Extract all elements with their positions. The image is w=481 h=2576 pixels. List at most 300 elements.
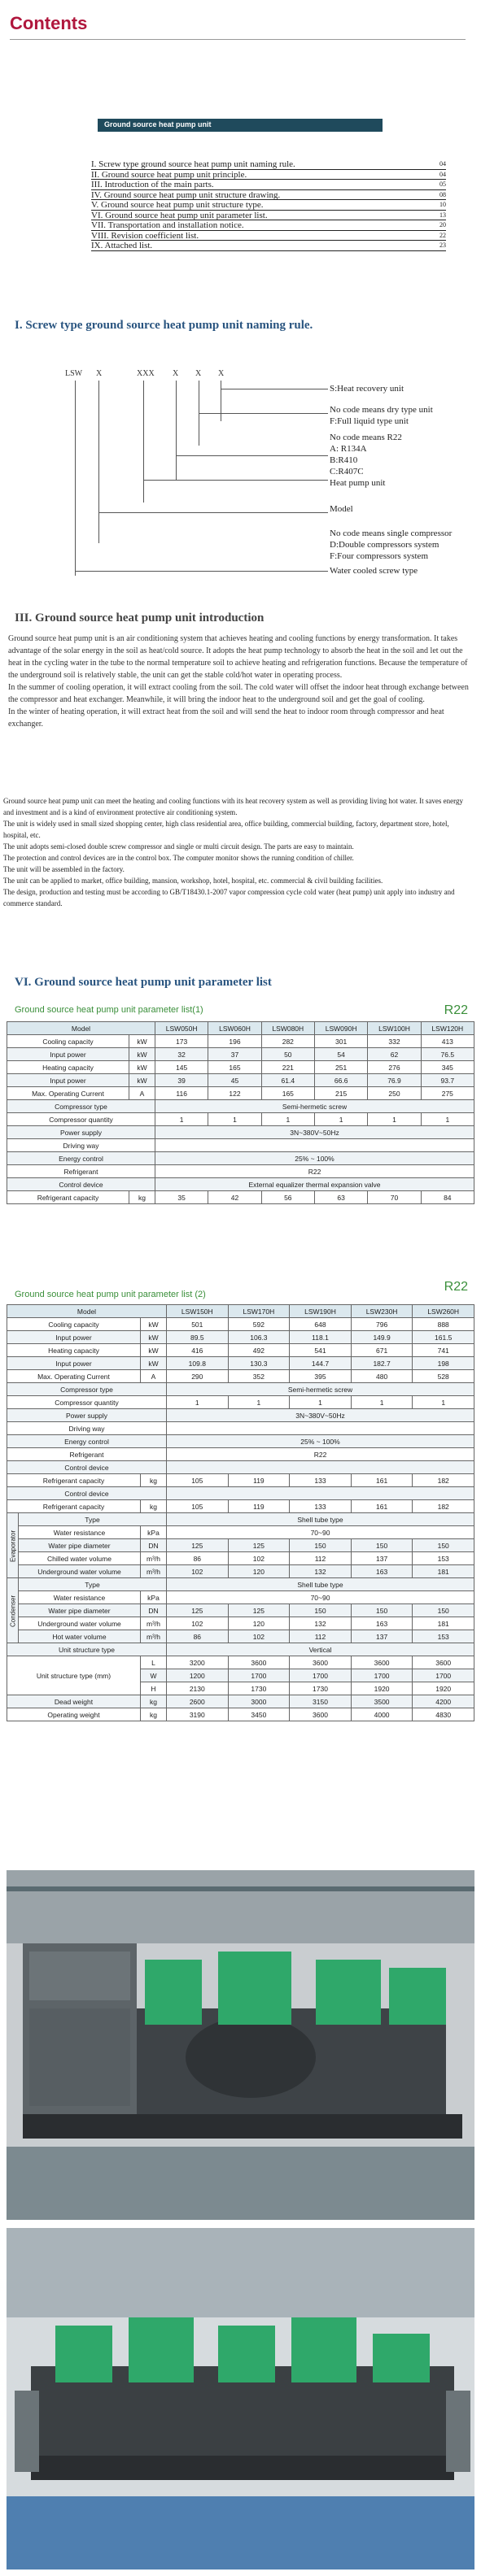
table-cell: 102: [167, 1617, 229, 1630]
unit-photo-1: [7, 1870, 474, 2220]
row-label: Driving way: [7, 1139, 155, 1152]
row-label: Hot water volume: [19, 1630, 141, 1643]
table-row: [7, 1331, 474, 1344]
row-unit: kW: [141, 1357, 167, 1370]
table-cell: 150: [413, 1539, 474, 1552]
row-label: Compressor quantity: [7, 1396, 167, 1409]
toc-item[interactable]: [91, 180, 446, 190]
table-row: [7, 1087, 474, 1100]
table-cell: 161: [351, 1474, 413, 1487]
table-row: [7, 1526, 474, 1539]
table-cell: 276: [368, 1061, 421, 1074]
row-label: Compressor quantity: [7, 1113, 155, 1126]
col-model-name: LSW120H: [421, 1022, 474, 1035]
col-model-name: LSW230H: [351, 1305, 413, 1318]
toc-item-label: II. Ground source heat pump unit principle.: [91, 169, 247, 180]
table-cell: 76.5: [421, 1048, 474, 1061]
table-cell: 541: [290, 1344, 352, 1357]
row-unit: H: [141, 1682, 167, 1695]
table-cell: 37: [208, 1048, 261, 1061]
row-label: Underground water volume: [19, 1565, 141, 1578]
table-cell: 221: [261, 1061, 314, 1074]
table-cell: 198: [413, 1357, 474, 1370]
row-label: Cooling capacity: [7, 1318, 141, 1331]
row-unit: kPa: [141, 1591, 167, 1604]
table-cell: 89.5: [167, 1331, 229, 1344]
table-cell: [155, 1139, 474, 1152]
toc-item[interactable]: [91, 220, 446, 231]
table-cell: 741: [413, 1344, 474, 1357]
table-cell: 1200: [167, 1669, 229, 1682]
row-label: Control device: [7, 1487, 167, 1500]
toc-item-label: V. Ground source heat pump unit structure type.: [91, 200, 264, 210]
table-cell: 163: [351, 1617, 413, 1630]
toc-banner: Ground source heat pump unit: [98, 119, 383, 132]
table-cell: 112: [290, 1552, 352, 1565]
table-cell: 181: [413, 1565, 474, 1578]
table-cell: 648: [290, 1318, 352, 1331]
table-cell: 150: [413, 1604, 474, 1617]
table-cell: 120: [228, 1617, 290, 1630]
row-label: Compressor type: [7, 1100, 155, 1113]
toc-item-page: 22: [439, 231, 446, 239]
table-cell: 3600: [351, 1656, 413, 1669]
table-row: [7, 1500, 474, 1513]
table1-tag: R22: [444, 1003, 468, 1017]
table-cell: 45: [208, 1074, 261, 1087]
col-model: Model: [7, 1022, 155, 1035]
table-cell: 105: [167, 1474, 229, 1487]
table-row: [7, 1630, 474, 1643]
table-cell: 413: [421, 1035, 474, 1048]
toc-item-page: 13: [439, 211, 446, 219]
row-unit: m³/h: [141, 1565, 167, 1578]
table-cell: 1: [413, 1396, 474, 1409]
row-label: Dead weight: [7, 1695, 141, 1708]
table-cell: 888: [413, 1318, 474, 1331]
table-cell: 144.7: [290, 1357, 352, 1370]
row-label: Driving way: [7, 1422, 167, 1435]
row-label: Input power: [7, 1357, 141, 1370]
table-cell: Vertical: [167, 1643, 474, 1656]
row-unit: A: [129, 1087, 155, 1100]
table-cell: 165: [261, 1087, 314, 1100]
table-cell: 3450: [228, 1708, 290, 1721]
toc-item-page: 04: [439, 170, 446, 178]
table-cell: 161: [351, 1500, 413, 1513]
table-cell: 480: [351, 1370, 413, 1383]
code-evaporator: X: [218, 369, 225, 378]
col-model-name: LSW100H: [368, 1022, 421, 1035]
table-cell: External equalizer thermal expansion valve: [155, 1178, 474, 1191]
toc-item-label: IX. Attached list.: [91, 241, 153, 250]
table-row: [7, 1178, 474, 1191]
code-refrigerant: X: [195, 369, 202, 378]
table-cell: 63: [314, 1191, 367, 1204]
table-cell: 3N~380V~50Hz: [167, 1409, 474, 1422]
table-row: [7, 1061, 474, 1074]
table-row: [7, 1191, 474, 1204]
table-row: [7, 1152, 474, 1165]
code-lsw: LSW: [65, 369, 83, 378]
table-cell: 84: [421, 1191, 474, 1204]
toc-item[interactable]: [91, 231, 446, 242]
table-row: [7, 1643, 474, 1656]
row-unit: kg: [141, 1695, 167, 1708]
toc-item-label: I. Screw type ground source heat pump unit naming rule.: [91, 159, 295, 169]
table-cell: 165: [208, 1061, 261, 1074]
toc-item-label: VI. Ground source heat pump unit parameter list.: [91, 210, 268, 220]
table-cell: 132: [290, 1565, 352, 1578]
row-unit: m³/h: [141, 1552, 167, 1565]
table-cell: 93.7: [421, 1074, 474, 1087]
table-cell: Shell tube type: [167, 1578, 474, 1591]
table-row: [7, 1035, 474, 1048]
table-cell: 282: [261, 1035, 314, 1048]
table-cell: 125: [167, 1604, 229, 1617]
toc-item-label: VIII. Revision coefficient list.: [91, 230, 199, 241]
toc-item[interactable]: [91, 211, 446, 221]
table-cell: 149.9: [351, 1331, 413, 1344]
table-cell: 4000: [351, 1708, 413, 1721]
row-label: Refrigerant capacity: [7, 1474, 141, 1487]
row-label: Max. Operating Current: [7, 1087, 129, 1100]
table-row: [7, 1695, 474, 1708]
table-cell: 32: [155, 1048, 208, 1061]
row-label: Control device: [7, 1178, 155, 1191]
table-cell: 1: [228, 1396, 290, 1409]
naming-diagram: LSW X XXX X X X S:Heat recovery unit No code means dry type unit F:Full liquid type unit No code means R22 A: R134A B:R410 C:R407C Heat pump unit Model No code means single compressor D:Double compressors system F:Four compressors system Water cooled screw type: [65, 369, 453, 576]
table-cell: 3N~380V~50Hz: [155, 1126, 474, 1139]
table-cell: 86: [167, 1552, 229, 1565]
row-unit: kg: [141, 1708, 167, 1721]
toc-item-page: 04: [439, 160, 446, 168]
table-cell: 250: [368, 1087, 421, 1100]
toc-item[interactable]: [91, 170, 446, 181]
row-label: Type: [19, 1513, 167, 1526]
table-row: [7, 1604, 474, 1617]
table-cell: 25% ~ 100%: [155, 1152, 474, 1165]
table-cell: 1700: [228, 1669, 290, 1682]
table-row: [7, 1552, 474, 1565]
table-cell: 1: [368, 1113, 421, 1126]
row-unit: W: [141, 1669, 167, 1682]
col-model-name: LSW190H: [290, 1305, 352, 1318]
intro-text: Ground source heat pump unit is an air conditioning system that achieves heating and cooling functions by energy transformation. It takes advantage of the solar energy in the soil as heat/cold source. It adopts the heat pump technology to absorb the heat in the soil and let out the heat in the cycling water in the tube to the normal temperature soil to achieve heating and refrigeration functions. Because the temperature of the underground soil is relatively stable, the unit can get the stable cold/hot water in operating process. In the summer of cooling operation, it will extract cooling from the soil. The cold water will offset the indoor heat through exchange between the compressor and heat exchanger. Meanwhile, it will bring the indoor heat to the underground soil and get the goal of cooling. In the winter of heating operation, it will extract heat from the soil and will send the heat to indoor room through compressor and heat exchanger.: [8, 634, 469, 729]
table-cell: 4200: [413, 1695, 474, 1708]
param-table-2: [7, 1304, 474, 1721]
table-cell: 1730: [290, 1682, 352, 1695]
table-cell: 50: [261, 1048, 314, 1061]
table-cell: 3600: [413, 1656, 474, 1669]
row-label: Max. Operating Current: [7, 1370, 141, 1383]
row-label: Energy control: [7, 1152, 155, 1165]
toc-item[interactable]: [91, 190, 446, 201]
row-unit: kW: [129, 1048, 155, 1061]
col-model: Model: [7, 1305, 167, 1318]
toc-item[interactable]: [91, 159, 446, 170]
table-cell: 109.8: [167, 1357, 229, 1370]
toc-item-label: III. Introduction of the main parts.: [91, 180, 214, 189]
toc-item-label: VII. Transportation and installation notice.: [91, 220, 244, 230]
table-cell: Semi-hermetic screw: [167, 1383, 474, 1396]
table-cell: 395: [290, 1370, 352, 1383]
table-row: [7, 1165, 474, 1178]
table-cell: Semi-hermetic screw: [155, 1100, 474, 1113]
table-cell: 1700: [351, 1669, 413, 1682]
row-unit: kW: [141, 1331, 167, 1344]
table-row: [7, 1487, 474, 1500]
row-unit: kW: [129, 1074, 155, 1087]
table-cell: 133: [290, 1474, 352, 1487]
table-cell: 62: [368, 1048, 421, 1061]
table-cell: 153: [413, 1630, 474, 1643]
table-cell: 150: [290, 1604, 352, 1617]
table-cell: 1700: [413, 1669, 474, 1682]
table-cell: 4830: [413, 1708, 474, 1721]
table-cell: 2130: [167, 1682, 229, 1695]
table-row: [7, 1370, 474, 1383]
table-cell: 137: [351, 1552, 413, 1565]
table-cell: 181: [413, 1617, 474, 1630]
row-label: Water resistance: [19, 1591, 141, 1604]
row-label: Unit structure type: [7, 1643, 167, 1656]
table-cell: 345: [421, 1061, 474, 1074]
table-cell: 528: [413, 1370, 474, 1383]
col-model-name: LSW090H: [314, 1022, 367, 1035]
table-cell: 3150: [290, 1695, 352, 1708]
row-label: Underground water volume: [19, 1617, 141, 1630]
table-cell: 76.9: [368, 1074, 421, 1087]
row-label: Operating weight: [7, 1708, 141, 1721]
table-cell: 3000: [228, 1695, 290, 1708]
table-row: [7, 1422, 474, 1435]
table-cell: 119: [228, 1474, 290, 1487]
table-cell: 153: [413, 1552, 474, 1565]
toc-item-page: 08: [439, 190, 446, 198]
row-label: Type: [19, 1578, 167, 1591]
table-cell: 112: [290, 1630, 352, 1643]
table-row: [7, 1396, 474, 1409]
table-cell: 182: [413, 1500, 474, 1513]
table-cell: 182.7: [351, 1357, 413, 1370]
col-model-name: LSW260H: [413, 1305, 474, 1318]
table-cell: 1920: [413, 1682, 474, 1695]
naming-rule-title: I. Screw type ground source heat pump unit naming rule.: [15, 319, 313, 332]
table-cell: 492: [228, 1344, 290, 1357]
row-label: Heating capacity: [7, 1344, 141, 1357]
table-cell: 54: [314, 1048, 367, 1061]
title-divider: [10, 39, 466, 40]
col-model-name: LSW150H: [167, 1305, 229, 1318]
table-row: [7, 1435, 474, 1448]
table-cell: 106.3: [228, 1331, 290, 1344]
table-cell: 1700: [290, 1669, 352, 1682]
col-model-name: LSW050H: [155, 1022, 208, 1035]
row-unit: A: [141, 1370, 167, 1383]
table-row: [7, 1656, 474, 1669]
table-cell: 3190: [167, 1708, 229, 1721]
row-unit: kW: [129, 1061, 155, 1074]
table-row: [7, 1513, 474, 1526]
row-label: Compressor type: [7, 1383, 167, 1396]
table-cell: 132: [290, 1617, 352, 1630]
row-unit: kg: [141, 1500, 167, 1513]
col-model-name: LSW060H: [208, 1022, 261, 1035]
table-cell: 196: [208, 1035, 261, 1048]
page-title: Contents: [10, 13, 88, 33]
table-cell: 118.1: [290, 1331, 352, 1344]
table-cell: 86: [167, 1630, 229, 1643]
table-cell: 163: [351, 1565, 413, 1578]
table-cell: 290: [167, 1370, 229, 1383]
table-row: [7, 1344, 474, 1357]
table-cell: 1: [208, 1113, 261, 1126]
table-cell: 150: [290, 1539, 352, 1552]
toc-item[interactable]: [91, 241, 446, 251]
table-row: [7, 1617, 474, 1630]
table-row: [7, 1565, 474, 1578]
table2-caption: Ground source heat pump unit parameter list (2): [15, 1290, 206, 1299]
col-model-name: LSW080H: [261, 1022, 314, 1035]
table-cell: 130.3: [228, 1357, 290, 1370]
table-row: [7, 1126, 474, 1139]
table-cell: 215: [314, 1087, 367, 1100]
table-row: [7, 1383, 474, 1396]
table-cell: 61.4: [261, 1074, 314, 1087]
table-cell: 150: [351, 1604, 413, 1617]
table-row: [7, 1409, 474, 1422]
toc-item-page: 20: [439, 221, 446, 228]
row-label: Energy control: [7, 1435, 167, 1448]
table-cell: 125: [228, 1539, 290, 1552]
code-model: XXX: [137, 369, 155, 378]
table-cell: 1: [351, 1396, 413, 1409]
table-cell: [167, 1422, 474, 1435]
table-cell: 251: [314, 1061, 367, 1074]
row-label: Heating capacity: [7, 1061, 129, 1074]
unit-photo-2: [7, 2228, 474, 2569]
table-cell: [167, 1487, 474, 1500]
table2-tag: R22: [444, 1280, 468, 1294]
table-cell: 1: [261, 1113, 314, 1126]
row-unit: kg: [141, 1474, 167, 1487]
toc-item-page: 23: [439, 242, 446, 249]
param-table-1: [7, 1021, 474, 1204]
table-cell: 39: [155, 1074, 208, 1087]
table-cell: 102: [228, 1630, 290, 1643]
row-label: Input power: [7, 1331, 141, 1344]
table-row: [7, 1139, 474, 1152]
row-label: Refrigerant capacity: [7, 1191, 129, 1204]
table-cell: 275: [421, 1087, 474, 1100]
toc-item[interactable]: [91, 200, 446, 211]
row-unit: kPa: [141, 1526, 167, 1539]
table-cell: 1: [314, 1113, 367, 1126]
row-unit: kW: [129, 1035, 155, 1048]
table-cell: 173: [155, 1035, 208, 1048]
table-cell: 1920: [351, 1682, 413, 1695]
table-cell: 35: [155, 1191, 208, 1204]
row-unit: m³/h: [141, 1630, 167, 1643]
table-cell: 592: [228, 1318, 290, 1331]
row-unit: kg: [129, 1191, 155, 1204]
table-row: [7, 1448, 474, 1461]
table1-caption: Ground source heat pump unit parameter list(1): [15, 1005, 203, 1015]
table-cell: 161.5: [413, 1331, 474, 1344]
intro-text-2: Ground source heat pump unit can meet the heating and cooling functions with its heat recovery system as well as providing living hot water. It saves energy and investment and is a kind of environment protective air conditioning system. The unit is widely used in small sized shopping center, high class residential area, office building, commercial building, factory, department store, hotel, hospital, etc. The unit adopts semi-closed double screw compressor and single or multi circuit design. The parts are easy to maintain. The protection and control devices are in the control box. The computer monitor shows the running condition of chiller. The unit will be assembled in the factory. The unit can be applied to market, office building, mansion, workshop, hotel, hospital, etc. commercial & civil building facilities. The design, production and testing must be according to GB/T18430.1-2007 vapor compression cycle cold water (heat pump) unit apply into industry and commerce standard.: [3, 797, 463, 907]
toc-item-page: 05: [439, 181, 446, 188]
table-row: [7, 1591, 474, 1604]
table-cell: 122: [208, 1087, 261, 1100]
table-cell: 145: [155, 1061, 208, 1074]
row-label: Refrigerant: [7, 1448, 167, 1461]
row-label: Input power: [7, 1048, 129, 1061]
row-unit: kW: [141, 1344, 167, 1357]
row-label: Water pipe diameter: [19, 1539, 141, 1552]
table-cell: 105: [167, 1500, 229, 1513]
table-row: [7, 1474, 474, 1487]
table-cell: 119: [228, 1500, 290, 1513]
table-cell: 56: [261, 1191, 314, 1204]
table-cell: 1: [290, 1396, 352, 1409]
table-row: [7, 1539, 474, 1552]
table-cell: 102: [167, 1565, 229, 1578]
table-cell: 70~90: [167, 1591, 474, 1604]
row-label: Unit structure type (mm): [7, 1656, 141, 1695]
table-cell: 3500: [351, 1695, 413, 1708]
toc-item-label: IV. Ground source heat pump unit structure drawing.: [91, 189, 281, 200]
toc-item-page: 10: [439, 201, 446, 208]
table-row: [7, 1048, 474, 1061]
table-cell: 301: [314, 1035, 367, 1048]
params-title: VI. Ground source heat pump unit parameter list: [15, 976, 272, 989]
table-cell: 150: [351, 1539, 413, 1552]
row-label: Refrigerant capacity: [7, 1500, 141, 1513]
row-label: Chilled water volume: [19, 1552, 141, 1565]
table-cell: 120: [228, 1565, 290, 1578]
row-label: Power supply: [7, 1409, 167, 1422]
condenser-group-label: Condenser: [7, 1578, 19, 1643]
table-cell: 42: [208, 1191, 261, 1204]
code-heatpump: X: [173, 369, 179, 378]
table-cell: 125: [167, 1539, 229, 1552]
table-cell: 25% ~ 100%: [167, 1435, 474, 1448]
row-unit: L: [141, 1656, 167, 1669]
row-label: Water pipe diameter: [19, 1604, 141, 1617]
row-label: Power supply: [7, 1126, 155, 1139]
table-row: [7, 1357, 474, 1370]
table-cell: 182: [413, 1474, 474, 1487]
table-cell: Shell tube type: [167, 1513, 474, 1526]
table-cell: 102: [228, 1552, 290, 1565]
table-row: [7, 1708, 474, 1721]
table-of-contents: [91, 159, 446, 251]
table-cell: 416: [167, 1344, 229, 1357]
table-cell: 3600: [290, 1656, 352, 1669]
table-cell: 66.6: [314, 1074, 367, 1087]
table-cell: 3200: [167, 1656, 229, 1669]
table-cell: 116: [155, 1087, 208, 1100]
row-label: Water resistance: [19, 1526, 141, 1539]
row-label: Cooling capacity: [7, 1035, 129, 1048]
table-cell: 1730: [228, 1682, 290, 1695]
table-cell: 332: [368, 1035, 421, 1048]
table-cell: 3600: [228, 1656, 290, 1669]
table-cell: R22: [167, 1448, 474, 1461]
evaporator-group-label: Evaporator: [7, 1513, 19, 1578]
table-cell: 133: [290, 1500, 352, 1513]
